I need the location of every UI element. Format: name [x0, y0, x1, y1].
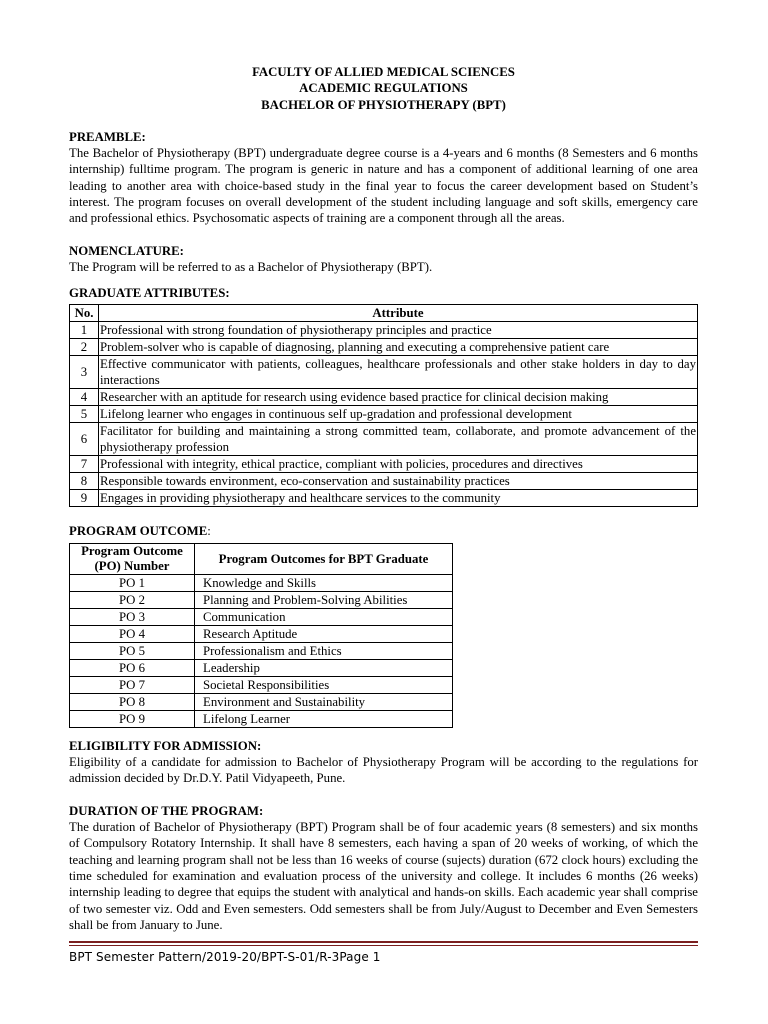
- nomenclature-heading: NOMENCLATURE:: [69, 243, 184, 258]
- table-row: [70, 676, 453, 693]
- table-row: [70, 405, 698, 422]
- duration-heading: DURATION OF THE PROGRAM:: [69, 803, 264, 818]
- table-row: [70, 355, 698, 388]
- po-number-header-line2: (PO) Number: [94, 558, 170, 573]
- table-row: [70, 642, 453, 659]
- regulations-title: ACADEMIC REGULATIONS: [299, 81, 468, 96]
- table-row: [70, 422, 698, 455]
- column-header-po-name: Program Outcomes for BPT Graduate: [195, 543, 453, 574]
- program-outcome-colon: :: [207, 523, 211, 538]
- preamble-text: The Bachelor of Physiotherapy (BPT) undergraduate degree course is a 4-years and 6 months (8 Semesters and 6 months internship) fulltime program. The program is generic in nature and has a component of additional learning of one area leading to another area with choice-based study in the final year to focus the career development based on Student’s interest. The program focuses on overall development of the student including language and soft skills, emergency care and professional ethics. Psychosomatic aspects of training are a component through all the areas.: [69, 146, 698, 226]
- po-name: Lifelong Learner: [195, 710, 453, 727]
- attribute-number: 1: [70, 321, 99, 338]
- attribute-text: Researcher with an aptitude for research using evidence based practice for clinical decision making: [99, 388, 698, 405]
- table-row: [70, 608, 453, 625]
- attribute-text: Lifelong learner who engages in continuous self up-gradation and professional development: [99, 405, 698, 422]
- table-row: [70, 625, 453, 642]
- po-number-header-line1: Program Outcome: [81, 543, 183, 558]
- duration-text: The duration of Bachelor of Physiotherapy (BPT) Program shall be of four academic years (8 semesters) and six months of Compulsory Rotatory Internship. It shall have 8 semesters, each having a span of 20 weeks of working, of which the teaching and learning program shall not be less than 16 weeks of course (sujects) duration (672 clock hours) excluding the time scheduled for examination and evaluation process of the university and college. It includes 6 months (26 weeks) internship leading to degree that equips the student with analytical and hands-on skills. Each academic year shall comprise of two semester viz. Odd and Even semesters. Odd semesters shall be from July/August to December and Even Semesters shall be from January to June.: [69, 820, 698, 932]
- attribute-text: Responsible towards environment, eco-conservation and sustainability practices: [99, 472, 698, 489]
- table-row: [70, 321, 698, 338]
- attribute-number: 9: [70, 489, 99, 506]
- column-header-attribute: Attribute: [99, 304, 698, 321]
- attribute-number: 2: [70, 338, 99, 355]
- po-name: Knowledge and Skills: [195, 574, 453, 591]
- attribute-number: 5: [70, 405, 99, 422]
- column-header-no: No.: [70, 304, 99, 321]
- eligibility-heading: ELIGIBILITY FOR ADMISSION:: [69, 738, 262, 753]
- attribute-text: Problem-solver who is capable of diagnosing, planning and executing a comprehensive patient care: [99, 338, 698, 355]
- attribute-number: 6: [70, 422, 99, 455]
- attribute-number: 3: [70, 355, 99, 388]
- footer-divider: [69, 941, 698, 943]
- po-name: Professionalism and Ethics: [195, 642, 453, 659]
- attribute-text: Professional with strong foundation of physiotherapy principles and practice: [99, 321, 698, 338]
- graduate-attributes-heading: GRADUATE ATTRIBUTES:: [69, 286, 230, 301]
- program-outcome-heading: PROGRAM OUTCOME: [69, 523, 208, 538]
- po-number: PO 9: [70, 710, 195, 727]
- program-outcomes-table: [69, 543, 453, 728]
- preamble-heading: PREAMBLE:: [69, 129, 146, 144]
- po-number: PO 3: [70, 608, 195, 625]
- table-row: [70, 472, 698, 489]
- table-row: [70, 574, 453, 591]
- table-row: [70, 693, 453, 710]
- po-number: PO 8: [70, 693, 195, 710]
- po-name: Environment and Sustainability: [195, 693, 453, 710]
- po-name: Planning and Problem-Solving Abilities: [195, 591, 453, 608]
- program-outcome-heading-line: [69, 523, 698, 539]
- table-row: [70, 710, 453, 727]
- po-name: Communication: [195, 608, 453, 625]
- attribute-number: 4: [70, 388, 99, 405]
- table-row: [70, 591, 453, 608]
- graduate-attributes-table: [69, 304, 698, 507]
- attribute-text: Engages in providing physiotherapy and healthcare services to the community: [99, 489, 698, 506]
- table-row: [70, 455, 698, 472]
- po-name: Leadership: [195, 659, 453, 676]
- po-number: PO 2: [70, 591, 195, 608]
- document-page: [69, 64, 698, 933]
- page-footer: BPT Semester Pattern/2019-20/BPT-S-01/R-3Page 1: [69, 950, 381, 964]
- po-number: PO 6: [70, 659, 195, 676]
- table-row: [70, 338, 698, 355]
- po-name: Societal Responsibilities: [195, 676, 453, 693]
- program-title: BACHELOR OF PHYSIOTHERAPY (BPT): [261, 97, 506, 112]
- po-number: PO 5: [70, 642, 195, 659]
- attribute-number: 7: [70, 455, 99, 472]
- po-number: PO 4: [70, 625, 195, 642]
- attribute-number: 8: [70, 472, 99, 489]
- table-row: [70, 388, 698, 405]
- po-number: PO 7: [70, 676, 195, 693]
- faculty-title: FACULTY OF ALLIED MEDICAL SCIENCES: [252, 65, 515, 79]
- footer-divider-thin: [69, 945, 698, 946]
- table-row: [70, 659, 453, 676]
- attribute-text: Professional with integrity, ethical practice, compliant with policies, procedures and directives: [99, 455, 698, 472]
- eligibility-text: Eligibility of a candidate for admission to Bachelor of Physiotherapy Program will be according to the regulations for admission decided by Dr.D.Y. Patil Vidyapeeth, Pune.: [69, 755, 698, 786]
- po-name: Research Aptitude: [195, 625, 453, 642]
- attribute-text: Facilitator for building and maintaining a strong committed team, collaborate, and promote advancement of the physiotherapy profession: [100, 423, 696, 454]
- column-header-po-number: [70, 543, 195, 574]
- attribute-text: Effective communicator with patients, colleagues, healthcare professionals and other stake holders in day to day interactions: [100, 356, 696, 387]
- nomenclature-text: The Program will be referred to as a Bachelor of Physiotherapy (BPT).: [69, 259, 433, 274]
- po-number: PO 1: [70, 574, 195, 591]
- table-row: [70, 489, 698, 506]
